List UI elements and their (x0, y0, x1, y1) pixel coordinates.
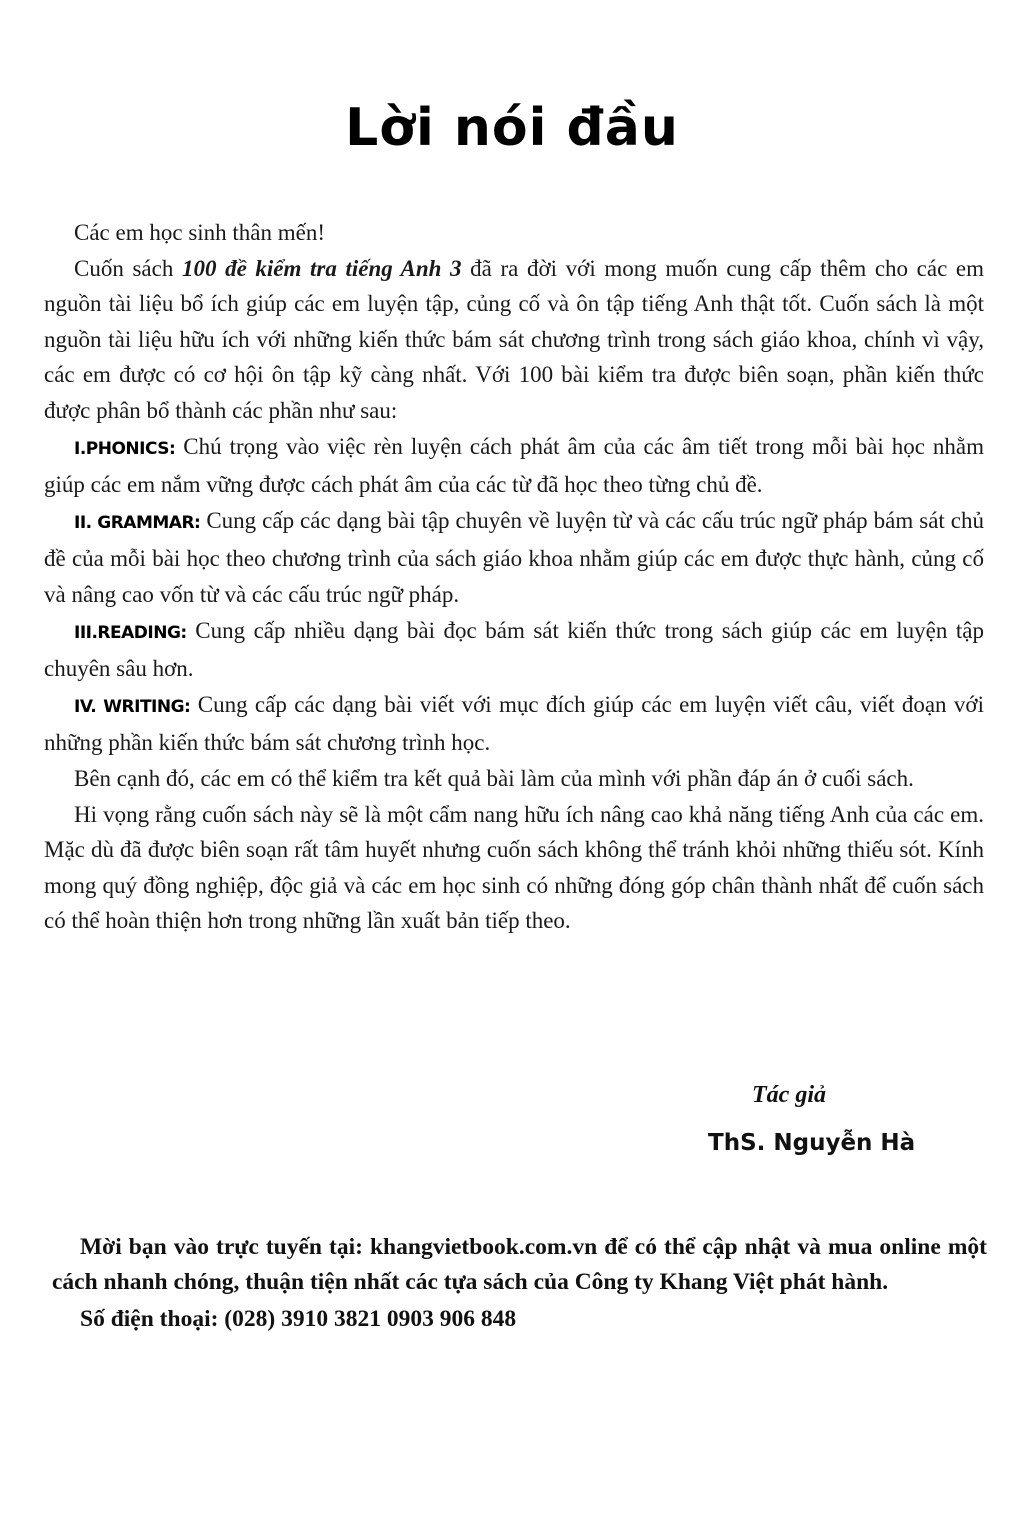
section-text-writing: Cung cấp các dạng bài viết với mục đích giúp các em luyện viết câu, viết đoạn với những phần kiến thức bám sát chương trình học. (44, 691, 984, 756)
intro-paragraph (44, 251, 984, 429)
section-label-grammar: II. GRAMMAR: (74, 512, 201, 533)
closing-paragraph-answers: Bên cạnh đó, các em có thể kiểm tra kết quả bài làm của mình với phần đáp án ở cuối sách. (74, 765, 914, 791)
section-writing (44, 687, 984, 761)
online-notice: Mời bạn vào trực tuyến tại: khangvietbook.com.vn để có thể cập nhật và mua online một cách nhanh chóng, thuận tiện nhất các tựa sách của Công ty Khang Việt phát hành. (52, 1234, 987, 1295)
closing-paragraph-hope: Hi vọng rằng cuốn sách này sẽ là một cẩm nang hữu ích nâng cao khả năng tiếng Anh của các em. Mặc dù đã được biên soạn rất tâm huyết nhưng cuốn sách không thể tránh khỏi những thiếu sót. Kính mong quý đồng nghiệp, độc giả và các em học sinh có những đóng góp chân thành nhất để cuốn sách có thể hoàn thiện hơn trong những lần xuất bản tiếp theo. (44, 801, 984, 934)
greeting: Các em học sinh thân mến! (74, 220, 326, 245)
section-text-grammar: Cung cấp các dạng bài tập chuyên về luyện từ và các cấu trúc ngữ pháp bám sát chủ đề của mỗi bài học theo chương trình của sách giáo khoa nhằm giúp các em được thực hành, củng cố và nâng cao vốn từ và các cấu trúc ngữ pháp. (44, 507, 984, 607)
page-title: Lời nói đầu (345, 98, 679, 158)
author-name: ThS. Nguyễn Hà (708, 1130, 916, 1156)
intro-suffix: đã ra đời với mong muốn cung cấp thêm cho các em nguồn tài liệu bổ ích giúp các em luyện tập, củng cố và ôn tập tiếng Anh thật tốt. Cuốn sách là một nguồn tài liệu hữu ích với những kiến thức bám sát chương trình trong sách giáo khoa, chính vì vậy, các em được có cơ hội ôn tập kỹ càng nhất. Với 100 bài kiểm tra được biên soạn, phần kiến thức được phân bổ thành các phần như sau: (44, 255, 984, 423)
intro-prefix: Cuốn sách (74, 255, 182, 281)
phone-number: Số điện thoại: (028) 3910 3821 0903 906 848 (80, 1306, 517, 1332)
book-title: 100 đề kiểm tra tiếng Anh 3 (181, 255, 462, 281)
publisher-footer (52, 1230, 987, 1337)
section-text-phonics: Chú trọng vào việc rèn luyện cách phát âm của các âm tiết trong mỗi bài học nhằm giúp các em nắm vững được cách phát âm của các từ đã học theo từng chủ đề. (44, 433, 984, 498)
section-label-writing: IV. WRITING: (74, 696, 191, 717)
section-label-reading: III.READING: (74, 622, 187, 643)
section-phonics (44, 429, 984, 503)
section-reading (44, 613, 984, 687)
author-role: Tác giả (752, 1082, 826, 1108)
section-text-reading: Cung cấp nhiều dạng bài đọc bám sát kiến thức trong sách giúp các em luyện tập chuyên sâu hơn. (44, 617, 984, 682)
section-label-phonics: I.PHONICS: (74, 438, 176, 459)
preface-body (44, 215, 984, 939)
section-grammar (44, 503, 984, 613)
